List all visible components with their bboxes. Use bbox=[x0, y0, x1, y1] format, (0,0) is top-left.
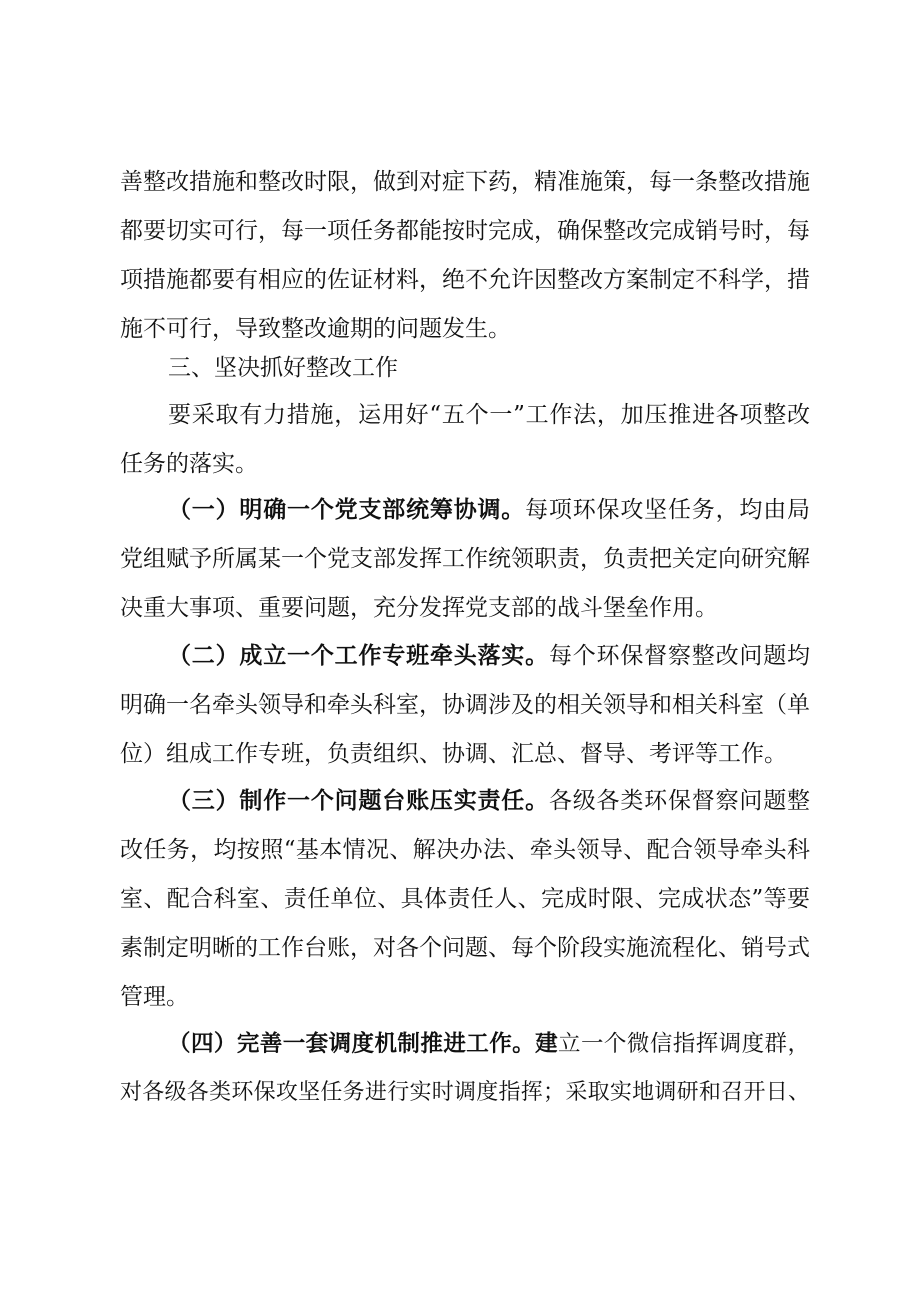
paragraph-line: 管理。 bbox=[120, 984, 189, 1010]
paragraph-line: 项措施都要有相应的佐证材料，绝不允许因整改方案制定不科学，措 bbox=[120, 267, 810, 293]
paragraph-line: 改任务，均按照“基本情况、解决办法、牵头领导、配合领导牵头科 bbox=[120, 837, 810, 863]
item-title: （二）成立一个工作专班牵头落实。 bbox=[168, 643, 549, 669]
item-first-line bbox=[168, 786, 810, 816]
paragraph-line: 素制定明晰的工作台账，对各个问题、每个阶段实施流程化、销号式 bbox=[120, 935, 810, 961]
paragraph-line: 任务的落实。 bbox=[120, 451, 258, 477]
paragraph-line: 都要切实可行，每一项任务都能按时完成，确保整改完成销号时，每 bbox=[120, 218, 810, 244]
item-first-line bbox=[168, 495, 810, 525]
paragraph-line: 对各级各类环保攻坚任务进行实时调度指挥；采取实地调研和召开日、 bbox=[120, 1080, 810, 1105]
item-title: （一）明确一个党支部统筹协调。 bbox=[168, 497, 526, 523]
paragraph-line: 室、配合科室、责任单位、具体责任人、完成时限、完成状态”等要 bbox=[120, 886, 810, 912]
paragraph-line: 要采取有力措施，运用好“五个一”工作法，加压推进各项整改 bbox=[168, 402, 810, 428]
item-title: （四）完善一套调度机制推进工作。建 bbox=[168, 1031, 559, 1057]
paragraph-line: 善整改措施和整改时限，做到对症下药，精准施策，每一条整改措施 bbox=[120, 169, 810, 195]
item-first-line bbox=[168, 1029, 810, 1059]
item-text: 各级各类环保督察问题整 bbox=[548, 788, 811, 814]
item-text: 每项环保攻坚任务，均由局 bbox=[525, 497, 811, 523]
paragraph-line: 施不可行，导致整改逾期的问题发生。 bbox=[120, 316, 511, 342]
item-text: 每个环保督察整改问题均 bbox=[548, 643, 811, 669]
item-first-line bbox=[168, 641, 810, 671]
paragraph-line: 明确一名牵头领导和牵头科室，协调涉及的相关领导和相关科室（单 bbox=[120, 692, 810, 718]
paragraph-line: 决重大事项、重要问题，充分发挥党支部的战斗堡垒作用。 bbox=[120, 595, 718, 621]
item-text: 立一个微信指挥调度群， bbox=[558, 1031, 810, 1057]
paragraph-line: 位）组成工作专班，负责组织、协调、汇总、督导、考评等工作。 bbox=[120, 741, 787, 767]
paragraph-line: 党组赋予所属某一个党支部发挥工作统领职责，负责把关定向研究解 bbox=[120, 546, 810, 572]
section-heading: 三、坚决抓好整改工作 bbox=[168, 355, 398, 381]
item-title: （三）制作一个问题台账压实责任。 bbox=[168, 788, 549, 814]
